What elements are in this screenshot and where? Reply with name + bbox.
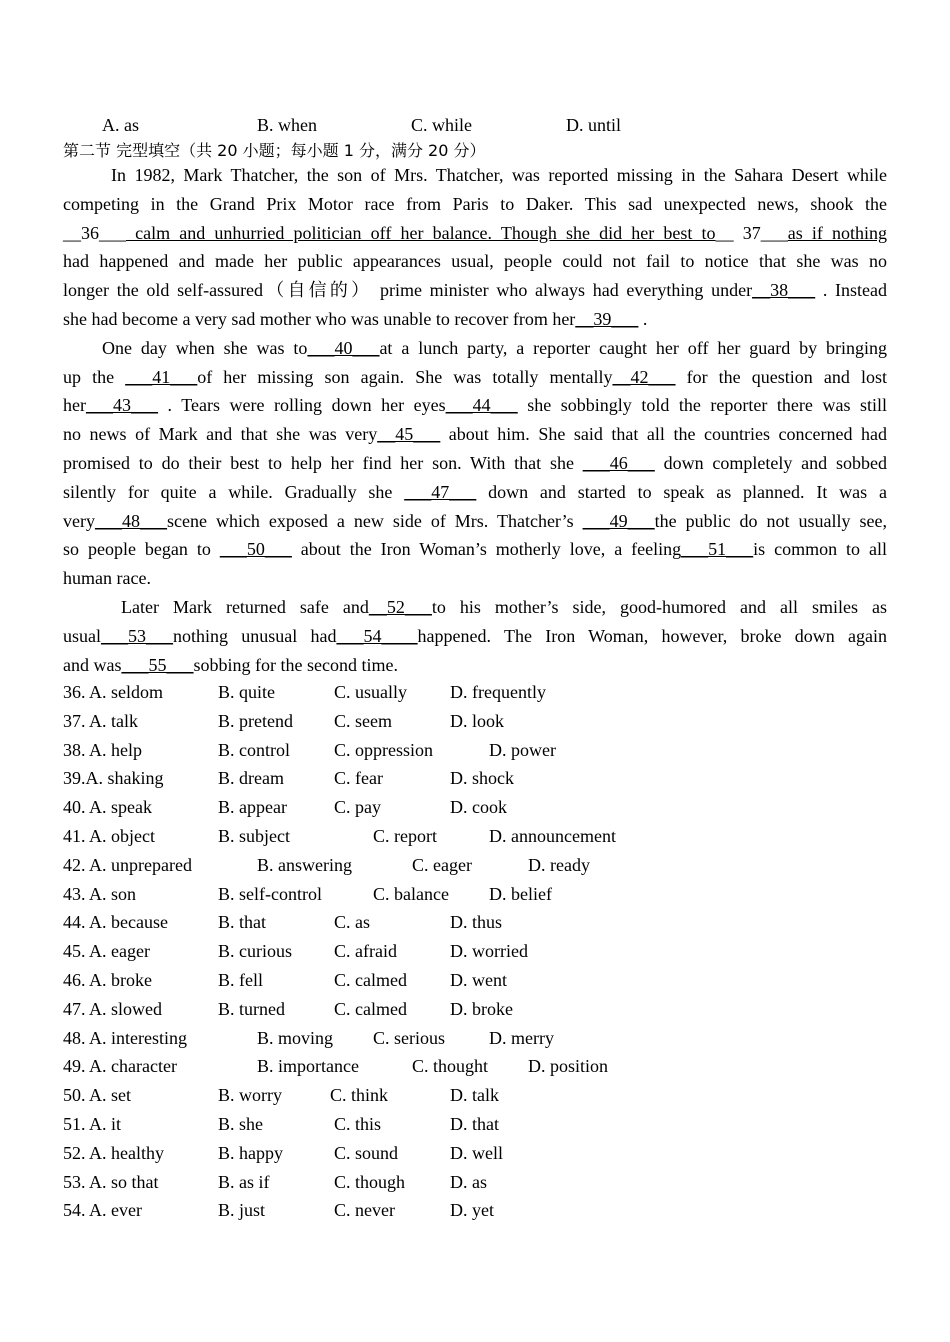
blank: ___44___ xyxy=(445,395,518,416)
option-c: C. usually xyxy=(334,682,408,702)
option-c: C. thought xyxy=(412,1056,489,1077)
option-a: 39.A. shaking xyxy=(63,768,164,789)
passage-text: human race. xyxy=(63,568,151,589)
blank: __52___ xyxy=(368,597,432,617)
option-d: D. position xyxy=(528,1056,609,1077)
option-b: B. turned xyxy=(218,998,285,1019)
question-row xyxy=(63,1081,887,1110)
option-c: C. this xyxy=(334,1114,382,1134)
option-b: B. worry xyxy=(218,1085,282,1106)
option-c: C. as xyxy=(334,912,370,933)
option-a: 41. A. object xyxy=(63,826,155,846)
option-a: 45. A. eager xyxy=(63,941,150,962)
passage-line xyxy=(63,276,887,305)
option-a: 37. A. talk xyxy=(63,710,138,731)
passage-text: silently for quite a while. Gradually she xyxy=(63,481,405,502)
option-d: D. cook xyxy=(450,797,507,818)
question-row xyxy=(63,1052,887,1081)
passage-text: . Tears were rolling down her eyes xyxy=(157,395,446,416)
passage-text: __ 37___ xyxy=(715,222,788,243)
option-b: B. answering xyxy=(257,854,352,875)
passage-text: . Instead xyxy=(815,280,887,301)
blank: ___48___ xyxy=(94,510,167,531)
option-b: B. that xyxy=(218,912,266,933)
option-d: D. went xyxy=(450,970,507,990)
passage-line xyxy=(63,449,887,478)
option-b: B. as if xyxy=(218,1171,270,1192)
option-d: D. worried xyxy=(450,941,528,962)
passage-line xyxy=(63,535,887,564)
passage-text: down completely and sobbed xyxy=(654,453,887,473)
passage-text: up the xyxy=(63,366,126,387)
passage-text: usual xyxy=(63,625,101,646)
option-a: 53. A. so that xyxy=(63,1171,159,1192)
option-b: B. pretend xyxy=(218,710,293,731)
option-a: 36. A. seldom xyxy=(63,682,164,702)
passage-line xyxy=(63,622,887,651)
option-d: D. shock xyxy=(450,768,514,789)
passage-text: nothing unusual had xyxy=(173,625,337,646)
option-b: B. subject xyxy=(218,826,290,846)
option-a: A. as xyxy=(102,115,139,135)
passage-text: __36___ xyxy=(63,222,126,243)
option-c: C. sound xyxy=(334,1142,399,1163)
passage-text: for the question and lost xyxy=(675,366,887,387)
passage-text: no news of Mark and that she was very xyxy=(63,424,378,445)
option-d: D. frequently xyxy=(450,682,546,702)
option-d: D. merry xyxy=(489,1027,554,1048)
option-d: D. until xyxy=(566,115,622,135)
blank: __42___ xyxy=(612,366,676,387)
option-b: B. control xyxy=(218,739,290,760)
option-a: 47. A. slowed xyxy=(63,998,162,1019)
passage-text: she sobbingly told the reporter there was still xyxy=(517,395,888,416)
blank: ___43___ xyxy=(85,395,158,416)
passage-text: is common to all xyxy=(753,539,887,560)
question-row xyxy=(63,678,887,707)
passage-line xyxy=(121,593,887,622)
option-a: 43. A. son xyxy=(63,883,137,904)
option-b: B. she xyxy=(218,1114,263,1134)
option-b: B. when xyxy=(257,115,317,135)
passage-line xyxy=(63,219,887,248)
blank: ___55___ xyxy=(121,654,194,675)
passage-text: about the Iron Woman’s motherly love, a feeling xyxy=(291,539,682,560)
passage-text: to his mother’s side, good-humored and all smiles as xyxy=(431,597,887,617)
question-row xyxy=(63,707,887,736)
option-a: 44. A. because xyxy=(63,912,168,933)
passage-line xyxy=(63,507,887,536)
blank: ___46___ xyxy=(582,453,655,473)
option-b: B. appear xyxy=(218,797,287,818)
question-row xyxy=(63,908,887,937)
option-d: D. announcement xyxy=(489,826,616,846)
passage-line xyxy=(63,651,887,680)
question-row xyxy=(63,764,887,793)
option-a: 46. A. broke xyxy=(63,970,152,990)
passage-text: longer the old self-assured（自信的） prime minister who always had everything under xyxy=(63,280,753,301)
option-a: 51. A. it xyxy=(63,1114,122,1134)
section-header: 第二节 完型填空（共 20 小题；每小题 1 分，满分 20 分） xyxy=(63,141,486,160)
question-row xyxy=(63,1024,887,1053)
option-a: 52. A. healthy xyxy=(63,1142,164,1163)
option-c: C. calmed xyxy=(334,970,407,990)
blank: ___47___ xyxy=(404,481,477,502)
blank: ___40___ xyxy=(307,337,380,358)
passage-text: competing in the Grand Prix Motor race from Paris to Daker. This sad unexpected news, shook the xyxy=(63,193,887,214)
blank: ___54____ xyxy=(336,625,418,646)
passage-line xyxy=(111,161,887,190)
blank: __45___ xyxy=(377,424,441,445)
option-a: 40. A. speak xyxy=(63,797,152,818)
option-d: D. belief xyxy=(489,883,552,904)
question-row xyxy=(63,793,887,822)
blank: calm and unhurried politician off her balance. Though she did her best to xyxy=(126,222,716,243)
option-b: B. quite xyxy=(218,682,275,702)
passage-text: at a lunch party, a reporter caught her off her guard by bringing xyxy=(379,337,887,358)
option-d: D. power xyxy=(489,739,556,760)
question-row xyxy=(63,1139,887,1168)
blank: ___53___ xyxy=(101,625,173,646)
option-c: C. eager xyxy=(412,854,472,875)
option-b: B. importance xyxy=(257,1056,359,1077)
blank: __38___ xyxy=(752,280,816,301)
option-a: 50. A. set xyxy=(63,1085,132,1106)
option-c: C. though xyxy=(334,1171,406,1192)
passage-text: sobbing for the second time. xyxy=(193,654,398,675)
option-c: C. serious xyxy=(373,1027,445,1048)
question-row xyxy=(63,736,887,765)
option-d: D. ready xyxy=(528,854,590,875)
question-row xyxy=(63,880,887,909)
blank: ___41___ xyxy=(125,366,198,387)
option-c: C. pay xyxy=(334,797,381,818)
passage-text: In 1982, Mark Thatcher, the son of Mrs. Thatcher, was reported missing in the Sahara Desert while xyxy=(111,165,887,185)
passage-text: Later Mark returned safe and xyxy=(121,597,369,617)
option-b: B. dream xyxy=(218,768,284,789)
passage-line xyxy=(63,305,887,334)
question-row xyxy=(63,966,887,995)
blank: as if nothing xyxy=(787,222,887,243)
option-c: C. while xyxy=(411,115,472,135)
option-d: D. that xyxy=(450,1114,499,1134)
passage-line xyxy=(63,478,887,507)
option-b: B. self-control xyxy=(218,883,322,904)
passage-text: very xyxy=(63,510,95,531)
option-c: C. oppression xyxy=(334,739,433,760)
option-d: D. look xyxy=(450,710,504,731)
option-c: C. calmed xyxy=(334,998,407,1019)
passage-text: of her missing son again. She was totally mentally xyxy=(197,366,613,387)
option-b: B. happy xyxy=(218,1142,283,1163)
option-d: D. talk xyxy=(450,1085,499,1106)
question-row xyxy=(63,1110,887,1139)
option-a: 48. A. interesting xyxy=(63,1027,187,1048)
option-b: B. fell xyxy=(218,970,263,990)
option-d: D. broke xyxy=(450,998,513,1019)
passage-text: so people began to xyxy=(63,539,220,560)
passage-text: scene which exposed a new side of Mrs. Thatcher’s xyxy=(166,510,583,531)
option-b: B. moving xyxy=(257,1027,334,1048)
passage-text: One day when she was to xyxy=(102,337,308,358)
option-a: 42. A. unprepared xyxy=(63,854,192,875)
option-a: 49. A. character xyxy=(63,1056,177,1077)
option-c: C. seem xyxy=(334,710,392,731)
passage-text: . xyxy=(638,309,648,329)
blank: ___51___ xyxy=(681,539,754,560)
option-d: D. thus xyxy=(450,912,503,933)
option-d: D. well xyxy=(450,1142,503,1163)
passage-line xyxy=(63,247,887,276)
question-row xyxy=(63,822,887,851)
option-d: D. as xyxy=(450,1171,487,1192)
passage-line xyxy=(63,420,887,449)
blank: ___49___ xyxy=(582,510,655,531)
option-b: B. curious xyxy=(218,941,292,962)
passage-text: and was xyxy=(63,654,122,675)
option-b: B. just xyxy=(218,1200,266,1221)
question-row xyxy=(63,995,887,1024)
passage-text: she had become a very sad mother who was unable to recover from her xyxy=(63,309,576,329)
option-c: C. report xyxy=(373,826,437,846)
question-row xyxy=(63,1196,887,1225)
passage-text: about him. She said that all the countries concerned had xyxy=(440,424,887,445)
passage-line xyxy=(63,190,887,219)
question-row xyxy=(63,851,887,880)
blank: __39___ xyxy=(575,309,639,329)
option-a: 54. A. ever xyxy=(63,1200,142,1221)
passage-line xyxy=(63,564,887,593)
blank: ___50___ xyxy=(219,539,292,560)
passage-text: the public do not usually see, xyxy=(654,510,887,531)
passage-text: her xyxy=(63,395,86,416)
option-c: C. never xyxy=(334,1200,395,1221)
passage-text: down and started to speak as planned. It was a xyxy=(476,481,887,502)
option-d: D. yet xyxy=(450,1200,494,1221)
option-c: C. think xyxy=(330,1085,389,1106)
passage-line xyxy=(63,391,887,420)
passage-text: had happened and made her public appearances usual, people could not fail to notice that she was no xyxy=(63,251,887,272)
option-c: C. balance xyxy=(373,883,449,904)
option-a: 38. A. help xyxy=(63,739,142,760)
passage-line xyxy=(102,334,887,363)
question-row xyxy=(63,937,887,966)
passage-text: happened. The Iron Woman, however, broke down again xyxy=(417,625,887,646)
option-c: C. fear xyxy=(334,768,383,789)
question-row xyxy=(63,1168,887,1197)
option-c: C. afraid xyxy=(334,941,397,962)
passage-line xyxy=(63,363,887,392)
passage-text: promised to do their best to help her find her son. With that she xyxy=(63,453,583,473)
